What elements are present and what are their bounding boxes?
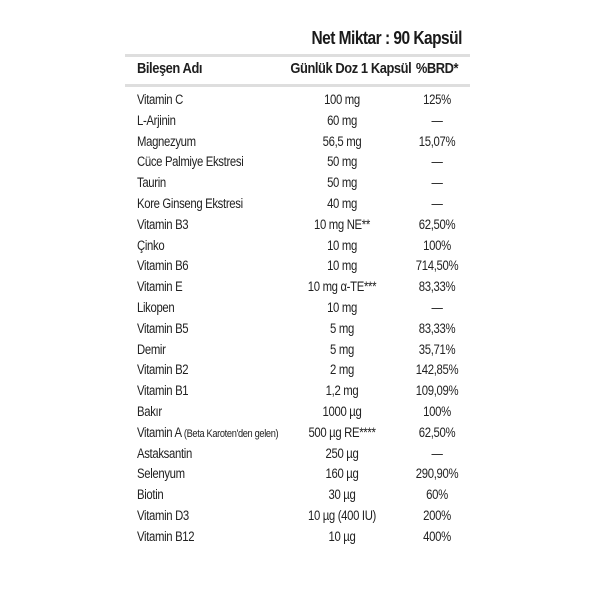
ingredient-name: Çinko xyxy=(137,237,165,253)
ingredient-dose: 10 µg xyxy=(328,528,356,544)
top-divider xyxy=(125,54,470,57)
table-row xyxy=(125,444,470,465)
ingredient-brd: — xyxy=(431,154,443,170)
ingredient-brd: — xyxy=(431,299,443,315)
ingredient-name: Selenyum xyxy=(137,466,185,482)
ingredient-brd: 35,71% xyxy=(418,341,456,357)
table-row xyxy=(125,464,470,485)
ingredient-brd: 60% xyxy=(426,487,448,503)
table-row xyxy=(125,236,470,257)
ingredient-name: Vitamin B1 xyxy=(137,383,189,399)
table-row xyxy=(125,298,470,319)
ingredient-brd: 100% xyxy=(423,403,451,419)
ingredient-dose: 50 mg xyxy=(327,154,357,170)
table-row xyxy=(125,360,470,381)
header-daily-dose: Günlük Doz 1 Kapsül xyxy=(290,60,412,77)
ingredient-brd: — xyxy=(431,195,443,211)
ingredient-name: Vitamin E xyxy=(137,279,183,295)
ingredient-name: Vitamin B12 xyxy=(137,528,195,544)
net-quantity-title: Net Miktar : 90 Kapsül xyxy=(311,28,462,48)
ingredient-name: Magnezyum xyxy=(137,133,196,149)
ingredient-dose: 160 µg xyxy=(325,466,359,482)
ingredient-dose: 10 mg xyxy=(327,237,357,253)
header-divider xyxy=(125,84,470,87)
header-brd-percent: %BRD* xyxy=(415,60,459,77)
ingredient-brd: 15,07% xyxy=(418,133,456,149)
ingredient-note: (Beta Karoten'den gelen) xyxy=(183,427,279,440)
ingredient-dose: 56,5 mg xyxy=(322,133,362,149)
table-row xyxy=(125,152,470,173)
ingredient-dose: 10 mg xyxy=(327,299,357,315)
ingredient-brd: 142,85% xyxy=(415,362,459,378)
ingredient-dose: 2 mg xyxy=(330,362,354,378)
table-row xyxy=(125,215,470,236)
ingredient-dose: 5 mg xyxy=(330,341,354,357)
ingredient-name: Vitamin A xyxy=(137,424,182,440)
table-row xyxy=(125,90,470,111)
ingredient-name: Likopen xyxy=(137,299,175,315)
table-row xyxy=(125,319,470,340)
ingredient-dose: 40 mg xyxy=(327,195,357,211)
ingredient-dose: 100 mg xyxy=(324,92,360,107)
ingredient-dose: 50 mg xyxy=(327,175,357,191)
ingredient-dose: 10 mg NE** xyxy=(314,216,370,232)
ingredient-dose: 30 µg xyxy=(328,487,356,503)
ingredient-name: Kore Ginseng Ekstresi xyxy=(137,195,243,211)
ingredient-brd: 125% xyxy=(423,92,451,107)
ingredient-dose: 500 µg RE**** xyxy=(308,424,376,440)
table-row xyxy=(125,173,470,194)
table-row xyxy=(125,277,470,298)
ingredient-brd: 100% xyxy=(423,237,451,253)
ingredient-brd: 109,09% xyxy=(415,383,459,399)
ingredient-name: Bakır xyxy=(137,403,162,419)
ingredient-brd: 714,50% xyxy=(415,258,459,274)
table-row xyxy=(125,256,470,277)
table-row xyxy=(125,111,470,132)
table-row xyxy=(125,506,470,527)
ingredient-brd: 62,50% xyxy=(418,424,456,440)
ingredient-brd: — xyxy=(431,175,443,191)
table-row xyxy=(125,340,470,361)
ingredient-brd: 83,33% xyxy=(418,320,456,336)
ingredient-table-body xyxy=(125,90,470,548)
ingredient-brd: 200% xyxy=(423,507,451,523)
table-row xyxy=(125,423,470,444)
ingredient-name: Vitamin D3 xyxy=(137,507,189,523)
ingredient-brd: 62,50% xyxy=(418,216,456,232)
ingredient-dose: 10 mg xyxy=(327,258,357,274)
ingredient-name: Biotin xyxy=(137,487,164,503)
table-row xyxy=(125,381,470,402)
ingredient-name: Vitamin C xyxy=(137,92,183,107)
ingredient-brd: — xyxy=(431,112,443,128)
ingredient-name: Taurin xyxy=(137,175,166,191)
ingredient-name: Vitamin B3 xyxy=(137,216,189,232)
ingredient-brd: 83,33% xyxy=(418,279,456,295)
ingredient-brd: 290,90% xyxy=(415,466,459,482)
ingredient-name: Vitamin B5 xyxy=(137,320,189,336)
table-row xyxy=(125,485,470,506)
table-row xyxy=(125,132,470,153)
ingredient-dose: 250 µg xyxy=(325,445,359,461)
ingredient-brd: — xyxy=(431,445,443,461)
ingredient-name: Vitamin B6 xyxy=(137,258,189,274)
header-ingredient-name: Bileşen Adı xyxy=(137,60,203,77)
ingredient-name: Cüce Palmiye Ekstresi xyxy=(137,154,244,170)
ingredient-dose: 1,2 mg xyxy=(325,383,359,399)
ingredient-name: Vitamin B2 xyxy=(137,362,189,378)
ingredient-name: Astaksantin xyxy=(137,445,192,461)
ingredient-name: L-Arjinin xyxy=(137,112,176,128)
ingredient-dose: 10 mg α-TE*** xyxy=(307,279,377,295)
ingredient-dose: 1000 µg xyxy=(322,403,362,419)
table-header xyxy=(125,60,470,82)
ingredient-brd: 400% xyxy=(423,528,451,544)
ingredient-dose: 10 µg (400 IU) xyxy=(307,507,377,523)
ingredient-name: Demir xyxy=(137,341,166,357)
ingredient-dose: 5 mg xyxy=(330,320,354,336)
table-row xyxy=(125,527,470,548)
ingredient-dose: 60 mg xyxy=(327,112,357,128)
table-row xyxy=(125,194,470,215)
table-row xyxy=(125,402,470,423)
